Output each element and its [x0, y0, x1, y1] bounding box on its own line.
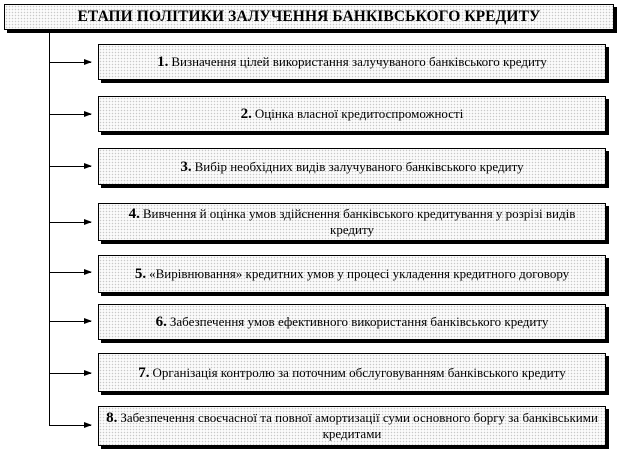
- arrow-6: [49, 321, 91, 322]
- connector-spine: [49, 33, 50, 425]
- step-text: Організація контролю за поточним обслуговуванням банківського кредиту: [152, 364, 566, 380]
- step-box-2: [98, 96, 606, 132]
- step-number: 4.: [128, 206, 140, 222]
- diagram-title-text: ЕТАПИ ПОЛІТИКИ ЗАЛУЧЕННЯ БАНКІВСЬКОГО КРЕДИТУ: [77, 8, 541, 25]
- step-text: Визначення цілей використання залучуваного банківського кредиту: [171, 54, 547, 69]
- step-number: 5.: [134, 266, 147, 282]
- step-number: 3.: [180, 158, 192, 175]
- step-text: Вибір необхідних видів залучуваного банківського кредиту: [194, 158, 524, 174]
- step-box-6: [98, 304, 606, 340]
- step-text: Забезпечення умов ефективного використання банківського кредиту: [169, 314, 549, 329]
- step-box-1: [98, 44, 606, 80]
- arrow-5: [49, 272, 91, 273]
- diagram-title: [4, 4, 614, 30]
- step-number: 2.: [240, 106, 252, 122]
- step-text: Забезпечення своєчасної та повної амортизації суми основного боргу за банківськими кредитами: [120, 410, 598, 441]
- step-box-3: [98, 148, 606, 185]
- arrow-4: [49, 222, 91, 223]
- step-box-8: [98, 406, 606, 446]
- arrow-2: [49, 114, 91, 115]
- step-text: Оцінка власної кредитоспроможності: [254, 106, 464, 121]
- step-number: 7.: [138, 364, 150, 381]
- arrow-8: [49, 425, 91, 426]
- arrow-3: [49, 166, 91, 167]
- step-box-4: [98, 203, 606, 241]
- step-box-7: [98, 353, 606, 392]
- step-text: «Вирівнювання» кредитних умов у процесі укладення кредитного договору: [149, 266, 570, 281]
- arrow-7: [49, 373, 91, 374]
- step-number: 1.: [157, 54, 169, 70]
- step-number: 8.: [106, 410, 118, 426]
- step-box-5: [98, 255, 606, 293]
- step-number: 6.: [155, 314, 167, 330]
- step-text: Вивчення й оцінка умов здійснення банківського кредитування у розрізі видів кредиту: [142, 206, 576, 237]
- arrow-1: [49, 62, 91, 63]
